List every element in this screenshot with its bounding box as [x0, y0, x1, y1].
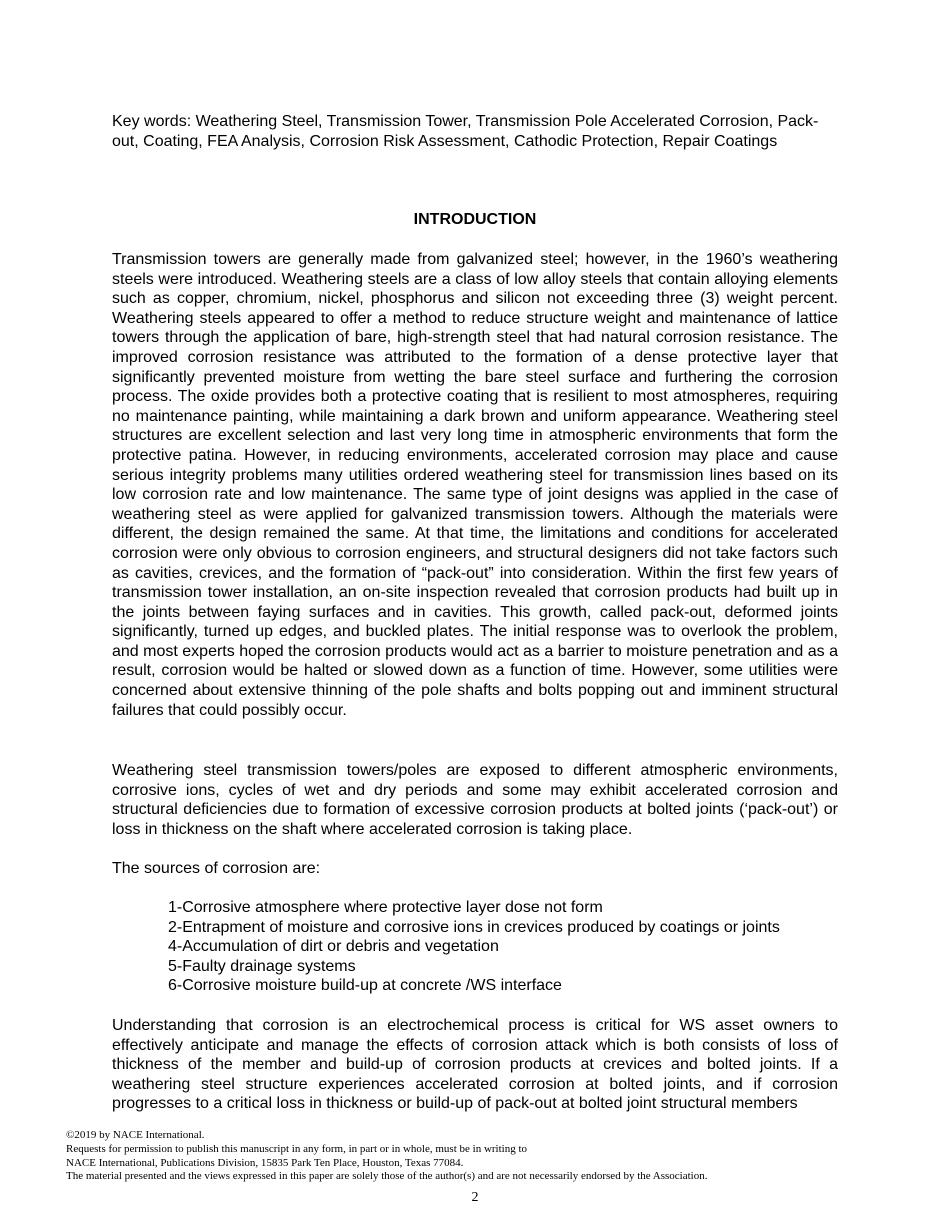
page-number: 2 — [471, 1190, 479, 1205]
introduction-paragraph-2: Weathering steel transmission towers/poles are exposed to different atmospheric environments, corrosive ions, cycles of wet and dry periods and some may exhibit accelerated corrosion and structural deficiencies due to formation of excessive corrosion products at bolted joints (‘pack-out’) or loss in thickness on the shaft where accelerated corrosion is taking place. — [112, 762, 838, 838]
footer-permission: Requests for permission to publish this manuscript in any form, in part or in whole, must be in writing to — [66, 1142, 528, 1155]
keywords: Key words: Weathering Steel, Transmission Tower, Transmission Pole Accelerated Corrosion, Pack-out, Coating, FEA Analysis, Corrosion Risk Assessment, Cathodic Protection, Repair Coatings — [112, 113, 819, 150]
footer-address: NACE International, Publications Division, 15835 Park Ten Place, Houston, Texas 77084. — [66, 1156, 464, 1169]
list-item: 2-Entrapment of moisture and corrosive ions in crevices produced by coatings or joints — [168, 918, 780, 936]
list-item: 5-Faulty drainage systems — [168, 957, 356, 975]
copyright-footer — [66, 1129, 886, 1184]
sources-intro: The sources of corrosion are: — [112, 860, 321, 877]
list-item: 1-Corrosive atmosphere where protective layer dose not form — [168, 899, 603, 916]
corrosion-sources-list — [168, 898, 848, 996]
introduction-paragraph-3: Understanding that corrosion is an electrochemical process is critical for WS asset owners to effectively anticipate and manage the effects of corrosion attack which is both consists of loss of thickness of the member and build-up of corrosion products at crevices and bolted joints. If a weathering steel structure experiences accelerated corrosion at bolted joints, and if corrosion progresses to a critical loss in thickness or build-up of pack-out at bolted joint structural members — [112, 1017, 838, 1113]
introduction-paragraph-1: Transmission towers are generally made from galvanized steel; however, in the 1960’s weathering steels were introduced. Weathering steels are a class of low alloy steels that contain alloying elements such as copper, chromium, nickel, phosphorus and silicon not exceeding three (3) weight percent. Weathering steels appeared to offer a method to reduce structure weight and maintenance of lattice towers through the application of bare, high-strength steel that had natural corrosion resistance. The improved corrosion resistance was attributed to the formation of a dense protective layer that significantly prevented moisture from wetting the bare steel surface and furthering the corrosion process. The oxide provides both a protective coating that is resilient to most atmospheres, requiring no maintenance painting, while maintaining a dark brown and uniform appearance. Weathering steel structures are excellent selection and last very long time in atmospheric environments that form the protective patina. However, in reducing environments, accelerated corrosion may place and cause serious integrity problems many utilities ordered weathering steel for transmission lines based on its low corrosion rate and low maintenance. The same type of joint designs was applied in the case of weathering steel as were applied for galvanized transmission towers. Although the materials were different, the design remained the same. At that time, the limitations and conditions for accelerated corrosion were only obvious to corrosion engineers, and structural designers did not take factors such as cavities, crevices, and the formation of “pack-out” into consideration. Within the first few years of transmission tower installation, an on-site inspection revealed that corrosion products had built up in the joints between faying surfaces and in cavities. This growth, called pack-out, deformed joints significantly, turned up edges, and buckled plates. The initial response was to overlook the problem, and most experts hoped the corrosion products would act as a barrier to moisture penetration and as a result, corrosion would be halted or slowed down as a function of time. However, some utilities were concerned about extensive thinning of the pole shafts and bolts popping out and imminent structural failures that could possibly occur. — [112, 251, 838, 719]
list-item: 4-Accumulation of dirt or debris and vegetation — [168, 938, 499, 956]
list-item: 6-Corrosive moisture build-up at concrete /WS interface — [168, 977, 562, 995]
footer-copyright: ©2019 by NACE International. — [66, 1129, 205, 1141]
footer-disclaimer: The material presented and the views expressed in this paper are solely those of the author(s) and are not necessarily endorsed by the Association. — [66, 1170, 708, 1183]
section-heading-introduction: INTRODUCTION — [413, 211, 537, 228]
